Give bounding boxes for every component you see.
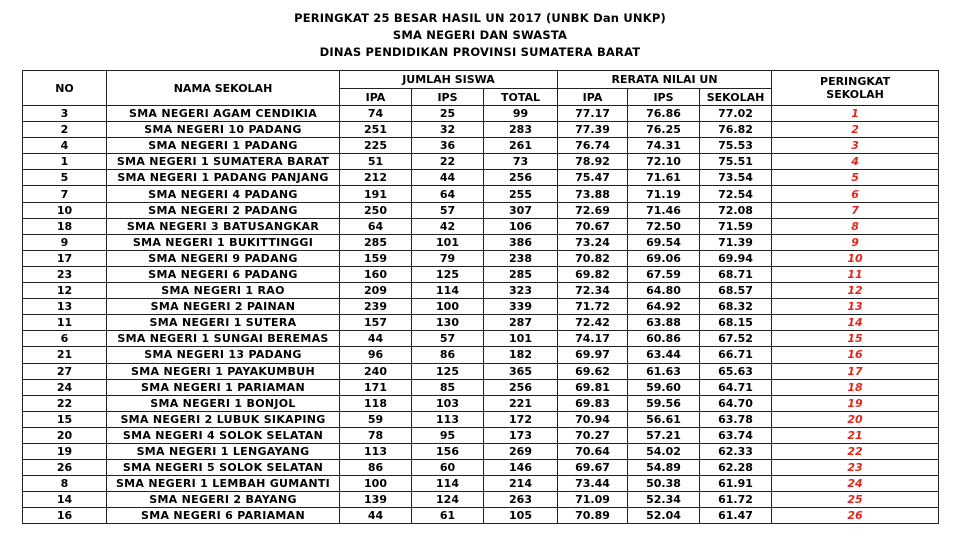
cell-no: 27 bbox=[23, 363, 107, 379]
cell-no: 13 bbox=[23, 299, 107, 315]
cell-nama-sekolah: SMA NEGERI 6 PADANG bbox=[107, 266, 340, 282]
cell-jumlah-ipa: 86 bbox=[340, 460, 412, 476]
cell-rerata-sekolah: 62.28 bbox=[700, 460, 772, 476]
cell-nama-sekolah: SMA NEGERI 1 BONJOL bbox=[107, 395, 340, 411]
cell-nama-sekolah: SMA NEGERI 1 PAYAKUMBUH bbox=[107, 363, 340, 379]
cell-nama-sekolah: SMA NEGERI 4 SOLOK SELATAN bbox=[107, 427, 340, 443]
cell-jumlah-ips: 114 bbox=[412, 283, 484, 299]
cell-rerata-sekolah: 75.53 bbox=[700, 138, 772, 154]
cell-jumlah-ipa: 285 bbox=[340, 234, 412, 250]
cell-rerata-ips: 57.21 bbox=[628, 427, 700, 443]
cell-rerata-ips: 60.86 bbox=[628, 331, 700, 347]
cell-jumlah-total: 214 bbox=[484, 476, 558, 492]
cell-rerata-sekolah: 61.72 bbox=[700, 492, 772, 508]
cell-jumlah-total: 146 bbox=[484, 460, 558, 476]
cell-nama-sekolah: SMA NEGERI 2 PAINAN bbox=[107, 299, 340, 315]
cell-rerata-ipa: 74.17 bbox=[558, 331, 628, 347]
cell-jumlah-total: 255 bbox=[484, 186, 558, 202]
header-js-total: TOTAL bbox=[484, 89, 558, 106]
cell-rerata-ips: 52.34 bbox=[628, 492, 700, 508]
header-rn-ipa: IPA bbox=[558, 89, 628, 106]
cell-jumlah-ipa: 44 bbox=[340, 331, 412, 347]
header-jumlah-siswa: JUMLAH SISWA bbox=[340, 71, 558, 89]
cell-nama-sekolah: SMA NEGERI 6 PARIAMAN bbox=[107, 508, 340, 524]
header-peringkat-line-1: PERINGKAT bbox=[820, 75, 891, 88]
cell-rerata-sekolah: 72.08 bbox=[700, 202, 772, 218]
cell-no: 19 bbox=[23, 443, 107, 459]
cell-rerata-sekolah: 61.47 bbox=[700, 508, 772, 524]
cell-rerata-ips: 76.86 bbox=[628, 106, 700, 122]
cell-rerata-ipa: 69.82 bbox=[558, 266, 628, 282]
cell-jumlah-total: 101 bbox=[484, 331, 558, 347]
cell-rerata-sekolah: 67.52 bbox=[700, 331, 772, 347]
cell-no: 23 bbox=[23, 266, 107, 282]
cell-rerata-sekolah: 68.32 bbox=[700, 299, 772, 315]
cell-jumlah-total: 256 bbox=[484, 170, 558, 186]
cell-rerata-sekolah: 76.82 bbox=[700, 122, 772, 138]
cell-rerata-ips: 54.02 bbox=[628, 443, 700, 459]
cell-nama-sekolah: SMA NEGERI 1 PADANG PANJANG bbox=[107, 170, 340, 186]
cell-peringkat: 4 bbox=[772, 154, 939, 170]
header-rerata-nilai-un: RERATA NILAI UN bbox=[558, 71, 772, 89]
table-row bbox=[23, 250, 939, 266]
cell-no: 1 bbox=[23, 154, 107, 170]
cell-nama-sekolah: SMA NEGERI 1 SUMATERA BARAT bbox=[107, 154, 340, 170]
cell-jumlah-total: 323 bbox=[484, 283, 558, 299]
cell-rerata-sekolah: 68.15 bbox=[700, 315, 772, 331]
cell-no: 2 bbox=[23, 122, 107, 138]
cell-nama-sekolah: SMA NEGERI 9 PADANG bbox=[107, 250, 340, 266]
table-row bbox=[23, 315, 939, 331]
cell-no: 20 bbox=[23, 427, 107, 443]
cell-jumlah-total: 106 bbox=[484, 218, 558, 234]
cell-rerata-sekolah: 75.51 bbox=[700, 154, 772, 170]
cell-nama-sekolah: SMA NEGERI 4 PADANG bbox=[107, 186, 340, 202]
title-line-3: DINAS PENDIDIKAN PROVINSI SUMATERA BARAT bbox=[319, 45, 641, 59]
cell-rerata-ipa: 77.39 bbox=[558, 122, 628, 138]
cell-rerata-ipa: 70.82 bbox=[558, 250, 628, 266]
cell-rerata-ips: 54.89 bbox=[628, 460, 700, 476]
cell-rerata-ips: 71.19 bbox=[628, 186, 700, 202]
cell-jumlah-total: 182 bbox=[484, 347, 558, 363]
cell-rerata-sekolah: 73.54 bbox=[700, 170, 772, 186]
cell-jumlah-ipa: 160 bbox=[340, 266, 412, 282]
cell-jumlah-ipa: 51 bbox=[340, 154, 412, 170]
cell-jumlah-ips: 103 bbox=[412, 395, 484, 411]
cell-jumlah-ipa: 100 bbox=[340, 476, 412, 492]
cell-rerata-sekolah: 71.59 bbox=[700, 218, 772, 234]
cell-jumlah-ips: 95 bbox=[412, 427, 484, 443]
cell-nama-sekolah: SMA NEGERI 1 BUKITTINGGI bbox=[107, 234, 340, 250]
cell-jumlah-ips: 125 bbox=[412, 363, 484, 379]
cell-rerata-ips: 67.59 bbox=[628, 266, 700, 282]
cell-jumlah-ipa: 74 bbox=[340, 106, 412, 122]
header-rn-ips: IPS bbox=[628, 89, 700, 106]
cell-jumlah-ipa: 44 bbox=[340, 508, 412, 524]
cell-rerata-ips: 63.44 bbox=[628, 347, 700, 363]
cell-jumlah-total: 307 bbox=[484, 202, 558, 218]
cell-peringkat: 18 bbox=[772, 379, 939, 395]
cell-jumlah-ips: 79 bbox=[412, 250, 484, 266]
cell-peringkat: 21 bbox=[772, 427, 939, 443]
ranking-table bbox=[22, 70, 939, 524]
table-row bbox=[23, 154, 939, 170]
cell-peringkat: 17 bbox=[772, 363, 939, 379]
cell-peringkat: 10 bbox=[772, 250, 939, 266]
cell-nama-sekolah: SMA NEGERI 2 PADANG bbox=[107, 202, 340, 218]
cell-jumlah-total: 256 bbox=[484, 379, 558, 395]
header-no: NO bbox=[23, 71, 107, 106]
header-nama-sekolah: NAMA SEKOLAH bbox=[107, 71, 340, 106]
cell-jumlah-ips: 130 bbox=[412, 315, 484, 331]
cell-jumlah-total: 263 bbox=[484, 492, 558, 508]
cell-peringkat: 9 bbox=[772, 234, 939, 250]
cell-jumlah-total: 261 bbox=[484, 138, 558, 154]
table-row bbox=[23, 299, 939, 315]
cell-peringkat: 8 bbox=[772, 218, 939, 234]
table-row bbox=[23, 106, 939, 122]
table-row bbox=[23, 170, 939, 186]
table-row bbox=[23, 427, 939, 443]
table-row bbox=[23, 331, 939, 347]
cell-rerata-sekolah: 68.71 bbox=[700, 266, 772, 282]
title-line-1: PERINGKAT 25 BESAR HASIL UN 2017 (UNBK Dan UNKP) bbox=[294, 11, 666, 25]
cell-jumlah-ips: 86 bbox=[412, 347, 484, 363]
cell-rerata-ips: 72.10 bbox=[628, 154, 700, 170]
cell-rerata-ipa: 71.72 bbox=[558, 299, 628, 315]
cell-no: 11 bbox=[23, 315, 107, 331]
cell-rerata-sekolah: 63.78 bbox=[700, 411, 772, 427]
cell-rerata-ipa: 69.62 bbox=[558, 363, 628, 379]
cell-jumlah-total: 99 bbox=[484, 106, 558, 122]
cell-rerata-ips: 61.63 bbox=[628, 363, 700, 379]
cell-jumlah-total: 365 bbox=[484, 363, 558, 379]
cell-rerata-ips: 56.61 bbox=[628, 411, 700, 427]
cell-rerata-sekolah: 69.94 bbox=[700, 250, 772, 266]
cell-jumlah-total: 172 bbox=[484, 411, 558, 427]
cell-rerata-sekolah: 63.74 bbox=[700, 427, 772, 443]
cell-jumlah-ipa: 64 bbox=[340, 218, 412, 234]
cell-rerata-ipa: 69.81 bbox=[558, 379, 628, 395]
cell-rerata-sekolah: 72.54 bbox=[700, 186, 772, 202]
cell-rerata-ips: 76.25 bbox=[628, 122, 700, 138]
cell-nama-sekolah: SMA NEGERI 3 BATUSANGKAR bbox=[107, 218, 340, 234]
table-row bbox=[23, 234, 939, 250]
cell-nama-sekolah: SMA NEGERI 5 SOLOK SELATAN bbox=[107, 460, 340, 476]
cell-nama-sekolah: SMA NEGERI 1 SUNGAI BEREMAS bbox=[107, 331, 340, 347]
cell-jumlah-ipa: 159 bbox=[340, 250, 412, 266]
header-js-ips: IPS bbox=[412, 89, 484, 106]
cell-jumlah-ips: 57 bbox=[412, 331, 484, 347]
cell-no: 12 bbox=[23, 283, 107, 299]
cell-peringkat: 26 bbox=[772, 508, 939, 524]
cell-rerata-ipa: 69.97 bbox=[558, 347, 628, 363]
cell-nama-sekolah: SMA NEGERI 10 PADANG bbox=[107, 122, 340, 138]
cell-nama-sekolah: SMA NEGERI 1 SUTERA bbox=[107, 315, 340, 331]
cell-rerata-ips: 64.92 bbox=[628, 299, 700, 315]
cell-rerata-sekolah: 65.63 bbox=[700, 363, 772, 379]
table-body bbox=[23, 106, 939, 524]
cell-jumlah-ipa: 251 bbox=[340, 122, 412, 138]
cell-rerata-ips: 64.80 bbox=[628, 283, 700, 299]
cell-jumlah-ipa: 139 bbox=[340, 492, 412, 508]
cell-rerata-ipa: 73.24 bbox=[558, 234, 628, 250]
table-row bbox=[23, 202, 939, 218]
table-row bbox=[23, 443, 939, 459]
cell-rerata-ipa: 76.74 bbox=[558, 138, 628, 154]
cell-jumlah-ips: 156 bbox=[412, 443, 484, 459]
table-row bbox=[23, 363, 939, 379]
cell-jumlah-total: 221 bbox=[484, 395, 558, 411]
cell-jumlah-ips: 32 bbox=[412, 122, 484, 138]
cell-peringkat: 23 bbox=[772, 460, 939, 476]
cell-rerata-ipa: 73.44 bbox=[558, 476, 628, 492]
cell-peringkat: 11 bbox=[772, 266, 939, 282]
cell-no: 4 bbox=[23, 138, 107, 154]
cell-peringkat: 1 bbox=[772, 106, 939, 122]
table-row bbox=[23, 411, 939, 427]
cell-rerata-ipa: 75.47 bbox=[558, 170, 628, 186]
cell-jumlah-total: 269 bbox=[484, 443, 558, 459]
cell-rerata-ips: 59.56 bbox=[628, 395, 700, 411]
cell-jumlah-ipa: 171 bbox=[340, 379, 412, 395]
cell-rerata-ipa: 71.09 bbox=[558, 492, 628, 508]
cell-rerata-sekolah: 66.71 bbox=[700, 347, 772, 363]
table-row bbox=[23, 266, 939, 282]
cell-jumlah-total: 283 bbox=[484, 122, 558, 138]
cell-peringkat: 20 bbox=[772, 411, 939, 427]
table-header bbox=[23, 71, 939, 106]
cell-jumlah-ips: 42 bbox=[412, 218, 484, 234]
cell-rerata-ips: 59.60 bbox=[628, 379, 700, 395]
cell-jumlah-ips: 57 bbox=[412, 202, 484, 218]
cell-jumlah-ips: 25 bbox=[412, 106, 484, 122]
cell-rerata-ipa: 77.17 bbox=[558, 106, 628, 122]
cell-peringkat: 16 bbox=[772, 347, 939, 363]
cell-rerata-ips: 52.04 bbox=[628, 508, 700, 524]
cell-no: 26 bbox=[23, 460, 107, 476]
cell-no: 7 bbox=[23, 186, 107, 202]
cell-jumlah-ips: 60 bbox=[412, 460, 484, 476]
cell-jumlah-ipa: 225 bbox=[340, 138, 412, 154]
header-peringkat-sekolah bbox=[772, 71, 939, 106]
cell-rerata-ipa: 70.94 bbox=[558, 411, 628, 427]
cell-rerata-ipa: 70.89 bbox=[558, 508, 628, 524]
cell-jumlah-ips: 22 bbox=[412, 154, 484, 170]
cell-rerata-ipa: 70.67 bbox=[558, 218, 628, 234]
header-js-ipa: IPA bbox=[340, 89, 412, 106]
table-row bbox=[23, 492, 939, 508]
cell-nama-sekolah: SMA NEGERI 1 RAO bbox=[107, 283, 340, 299]
cell-jumlah-ips: 124 bbox=[412, 492, 484, 508]
cell-no: 5 bbox=[23, 170, 107, 186]
title-line-2: SMA NEGERI DAN SWASTA bbox=[392, 28, 568, 42]
cell-jumlah-total: 285 bbox=[484, 266, 558, 282]
cell-jumlah-ips: 64 bbox=[412, 186, 484, 202]
cell-rerata-ips: 69.54 bbox=[628, 234, 700, 250]
cell-jumlah-ipa: 78 bbox=[340, 427, 412, 443]
cell-rerata-ips: 71.46 bbox=[628, 202, 700, 218]
cell-peringkat: 14 bbox=[772, 315, 939, 331]
cell-no: 14 bbox=[23, 492, 107, 508]
cell-rerata-sekolah: 77.02 bbox=[700, 106, 772, 122]
cell-peringkat: 5 bbox=[772, 170, 939, 186]
table-row bbox=[23, 138, 939, 154]
cell-peringkat: 15 bbox=[772, 331, 939, 347]
table-row bbox=[23, 395, 939, 411]
cell-jumlah-ipa: 209 bbox=[340, 283, 412, 299]
cell-jumlah-ipa: 59 bbox=[340, 411, 412, 427]
cell-no: 21 bbox=[23, 347, 107, 363]
cell-no: 18 bbox=[23, 218, 107, 234]
cell-jumlah-ipa: 239 bbox=[340, 299, 412, 315]
cell-rerata-ipa: 72.34 bbox=[558, 283, 628, 299]
cell-jumlah-ipa: 212 bbox=[340, 170, 412, 186]
table-row bbox=[23, 347, 939, 363]
cell-rerata-ips: 69.06 bbox=[628, 250, 700, 266]
cell-jumlah-total: 287 bbox=[484, 315, 558, 331]
document-title bbox=[0, 10, 960, 61]
cell-jumlah-total: 105 bbox=[484, 508, 558, 524]
cell-jumlah-ipa: 118 bbox=[340, 395, 412, 411]
table-row bbox=[23, 508, 939, 524]
table-row bbox=[23, 283, 939, 299]
cell-rerata-sekolah: 62.33 bbox=[700, 443, 772, 459]
cell-rerata-ips: 63.88 bbox=[628, 315, 700, 331]
cell-peringkat: 3 bbox=[772, 138, 939, 154]
cell-rerata-ips: 50.38 bbox=[628, 476, 700, 492]
cell-rerata-sekolah: 71.39 bbox=[700, 234, 772, 250]
cell-jumlah-total: 73 bbox=[484, 154, 558, 170]
cell-peringkat: 22 bbox=[772, 443, 939, 459]
cell-rerata-ipa: 69.67 bbox=[558, 460, 628, 476]
table-row bbox=[23, 460, 939, 476]
table-row bbox=[23, 186, 939, 202]
cell-jumlah-ips: 61 bbox=[412, 508, 484, 524]
cell-jumlah-total: 173 bbox=[484, 427, 558, 443]
cell-jumlah-ips: 114 bbox=[412, 476, 484, 492]
cell-no: 15 bbox=[23, 411, 107, 427]
cell-jumlah-total: 339 bbox=[484, 299, 558, 315]
header-peringkat-line-2: SEKOLAH bbox=[826, 88, 884, 101]
cell-jumlah-ipa: 96 bbox=[340, 347, 412, 363]
cell-peringkat: 2 bbox=[772, 122, 939, 138]
cell-rerata-ips: 72.50 bbox=[628, 218, 700, 234]
cell-nama-sekolah: SMA NEGERI 2 LUBUK SIKAPING bbox=[107, 411, 340, 427]
cell-no: 3 bbox=[23, 106, 107, 122]
cell-rerata-ips: 71.61 bbox=[628, 170, 700, 186]
cell-jumlah-ipa: 191 bbox=[340, 186, 412, 202]
cell-jumlah-ips: 85 bbox=[412, 379, 484, 395]
cell-jumlah-ips: 113 bbox=[412, 411, 484, 427]
cell-jumlah-ipa: 250 bbox=[340, 202, 412, 218]
cell-jumlah-ips: 36 bbox=[412, 138, 484, 154]
cell-no: 9 bbox=[23, 234, 107, 250]
cell-jumlah-ips: 101 bbox=[412, 234, 484, 250]
cell-peringkat: 19 bbox=[772, 395, 939, 411]
cell-peringkat: 25 bbox=[772, 492, 939, 508]
cell-rerata-ipa: 78.92 bbox=[558, 154, 628, 170]
cell-nama-sekolah: SMA NEGERI 1 LEMBAH GUMANTI bbox=[107, 476, 340, 492]
cell-jumlah-total: 238 bbox=[484, 250, 558, 266]
cell-peringkat: 6 bbox=[772, 186, 939, 202]
cell-no: 24 bbox=[23, 379, 107, 395]
cell-rerata-sekolah: 64.71 bbox=[700, 379, 772, 395]
cell-rerata-ipa: 73.88 bbox=[558, 186, 628, 202]
cell-jumlah-ips: 44 bbox=[412, 170, 484, 186]
cell-rerata-sekolah: 68.57 bbox=[700, 283, 772, 299]
cell-nama-sekolah: SMA NEGERI 1 PADANG bbox=[107, 138, 340, 154]
cell-nama-sekolah: SMA NEGERI AGAM CENDIKIA bbox=[107, 106, 340, 122]
cell-no: 16 bbox=[23, 508, 107, 524]
cell-rerata-ipa: 72.69 bbox=[558, 202, 628, 218]
table-row bbox=[23, 218, 939, 234]
cell-peringkat: 13 bbox=[772, 299, 939, 315]
table-row bbox=[23, 476, 939, 492]
cell-rerata-ipa: 69.83 bbox=[558, 395, 628, 411]
cell-jumlah-ipa: 240 bbox=[340, 363, 412, 379]
cell-rerata-ipa: 70.27 bbox=[558, 427, 628, 443]
table-row bbox=[23, 122, 939, 138]
cell-no: 22 bbox=[23, 395, 107, 411]
cell-jumlah-ips: 125 bbox=[412, 266, 484, 282]
cell-jumlah-ipa: 157 bbox=[340, 315, 412, 331]
cell-rerata-ipa: 70.64 bbox=[558, 443, 628, 459]
cell-jumlah-ipa: 113 bbox=[340, 443, 412, 459]
cell-nama-sekolah: SMA NEGERI 1 PARIAMAN bbox=[107, 379, 340, 395]
header-rn-sekolah: SEKOLAH bbox=[700, 89, 772, 106]
cell-no: 8 bbox=[23, 476, 107, 492]
cell-rerata-sekolah: 61.91 bbox=[700, 476, 772, 492]
cell-rerata-ipa: 72.42 bbox=[558, 315, 628, 331]
cell-rerata-sekolah: 64.70 bbox=[700, 395, 772, 411]
cell-nama-sekolah: SMA NEGERI 13 PADANG bbox=[107, 347, 340, 363]
cell-no: 17 bbox=[23, 250, 107, 266]
cell-no: 6 bbox=[23, 331, 107, 347]
cell-jumlah-ips: 100 bbox=[412, 299, 484, 315]
cell-rerata-ips: 74.31 bbox=[628, 138, 700, 154]
cell-peringkat: 7 bbox=[772, 202, 939, 218]
cell-nama-sekolah: SMA NEGERI 2 BAYANG bbox=[107, 492, 340, 508]
cell-no: 10 bbox=[23, 202, 107, 218]
cell-peringkat: 24 bbox=[772, 476, 939, 492]
cell-jumlah-total: 386 bbox=[484, 234, 558, 250]
cell-peringkat: 12 bbox=[772, 283, 939, 299]
table-row bbox=[23, 379, 939, 395]
cell-nama-sekolah: SMA NEGERI 1 LENGAYANG bbox=[107, 443, 340, 459]
